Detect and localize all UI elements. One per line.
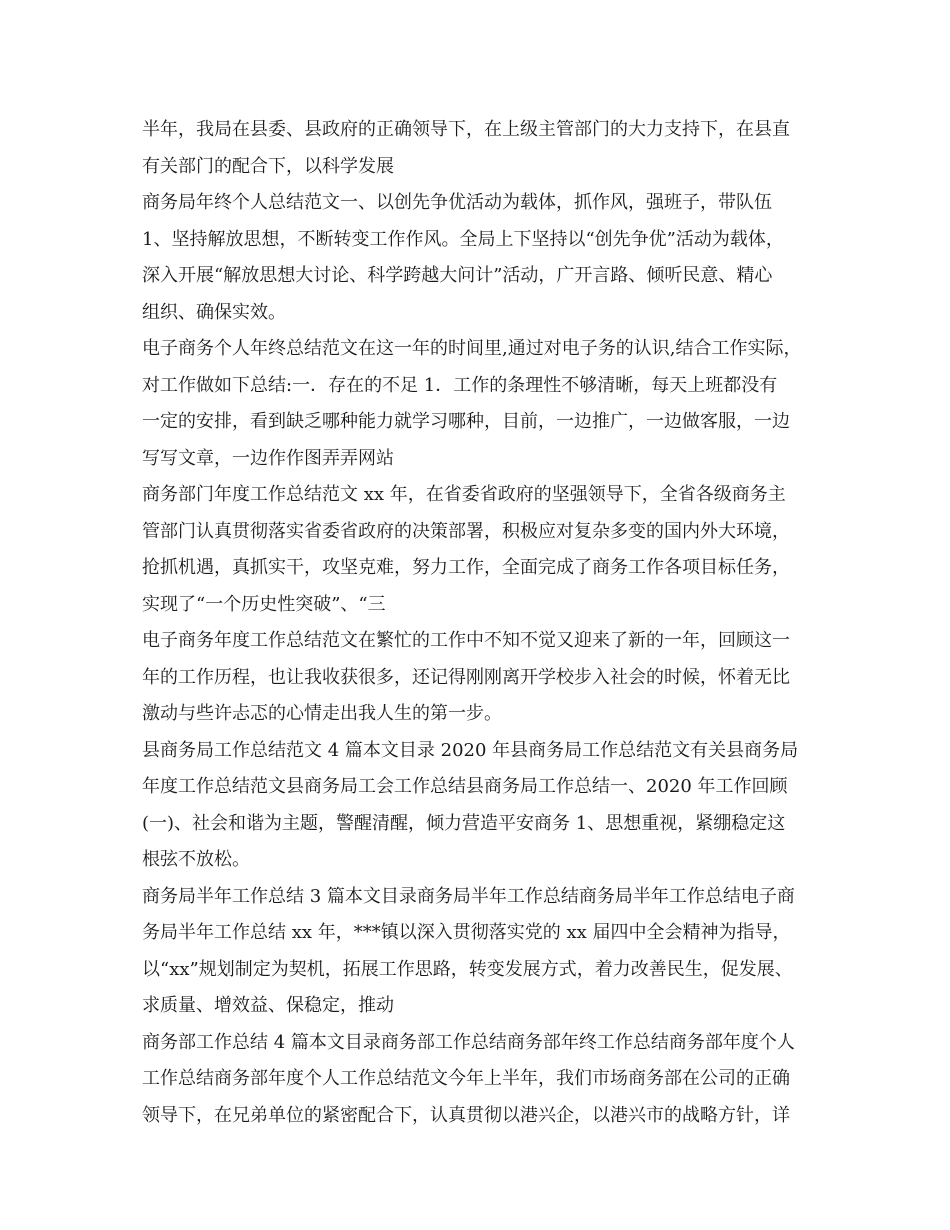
text-line: 深入开展“解放思想大讨论、科学跨越大问计”活动，广开言路、倾听民意、精心 (142, 265, 773, 286)
document-body (142, 112, 832, 1134)
text-line: 电子商务个人年终总结范文在这一年的时间里,通过对电子务的认识,结合工作实际， (142, 338, 802, 359)
text-line: 一定的安排，看到缺乏哪种能力就学习哪种，目前，一边推广，一边做客服，一边 (142, 411, 790, 432)
text-line: 商务局半年工作总结 3 篇本文目录商务局半年工作总结商务局半年工作总结电子商 (142, 885, 795, 907)
text-line: 商务局年终个人总结范文一、以创先争优活动为载体，抓作风，强班子，带队伍 (142, 192, 772, 213)
text-line: 商务部门年度工作总结范文 xx 年，在省委省政府的坚强领导下，全省各级商务主 (142, 484, 786, 505)
text-line: 县商务局工作总结范文 4 篇本文目录 2020 年县商务局工作总结范文有关县商务局 (142, 739, 799, 761)
text-line: 半年，我局在县委、县政府的正确领导下，在上级主管部门的大力支持下，在县直 (142, 119, 790, 140)
text-line: 对工作做如下总结:一．存在的不足 1．工作的条理性不够清晰，每天上班都没有 (142, 374, 778, 396)
text-line: 1、坚持解放思想，不断转变工作作风。全局上下坚持以“创先争优”活动为载体， (142, 228, 784, 250)
text-line: 求质量、增效益、保稳定，推动 (142, 995, 394, 1016)
text-line: 写写文章，一边作作图弄弄网站 (142, 447, 394, 469)
text-line: 务局半年工作总结 xx 年，***镇以深入贯彻落实党的 xx 届四中全会精神为指导， (142, 922, 791, 943)
text-line: 电子商务年度工作总结范文在繁忙的工作中不知不觉又迎来了新的一年，回顾这一 (142, 630, 790, 651)
text-line: 抢抓机遇，真抓实干，攻坚克难，努力工作，全面完成了商务工作各项目标任务， (142, 557, 790, 578)
text-line: 管部门认真贯彻落实省委省政府的决策部署，积极应对复杂多变的国内外大环境， (142, 520, 790, 542)
text-line: 实现了“一个历史性突破”、“三 (142, 593, 386, 615)
text-line: 根弦不放松。 (142, 849, 250, 870)
text-line: 年的工作历程，也让我收获很多，还记得刚刚离开学校步入社会的时候，怀着无比 (142, 666, 790, 688)
text-line: 激动与些许忐忑的心情走出我人生的第一步。 (142, 703, 502, 724)
text-line: (一)、社会和谐为主题，警醒清醒，倾力营造平安商务 1、思想重视，紧绷稳定这 (142, 812, 786, 834)
text-line: 以“xx”规划制定为契机，拓展工作思路，转变发展方式，着力改善民生，促发展、 (142, 958, 793, 980)
text-line: 有关部门的配合下，以科学发展 (142, 155, 394, 177)
text-line: 领导下，在兄弟单位的紧密配合下，认真贯彻以港兴企，以港兴市的战略方针，详 (142, 1104, 790, 1126)
text-line: 年度工作总结范文县商务局工会工作总结县商务局工作总结一、2020 年工作回顾 (142, 776, 788, 797)
text-line: 工作总结商务部年度个人工作总结范文今年上半年，我们市场商务部在公司的正确 (142, 1068, 790, 1089)
text-line: 组织、确保实效。 (142, 301, 286, 323)
text-line: 商务部工作总结 4 篇本文目录商务部工作总结商务部年终工作总结商务部年度个人 (142, 1031, 795, 1053)
